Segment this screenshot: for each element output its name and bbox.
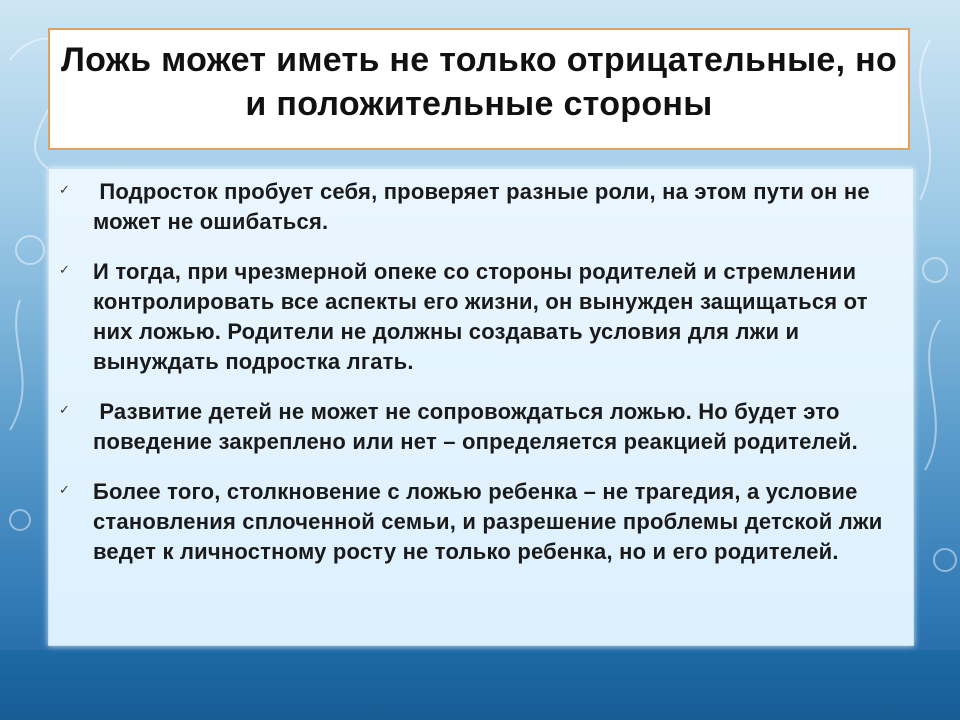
content-box	[48, 168, 914, 646]
list-item	[59, 177, 893, 237]
list-item-text: Более того, столкновение с ложью ребенка – не трагедия, а условие становления сплоченной семьи, и разрешение проблемы детской лжи ведет к личностному росту не только ребенка, но и его родителей.	[93, 479, 889, 564]
list-item	[59, 477, 893, 567]
list-item-text: И тогда, при чрезмерной опеке со стороны родителей и стремлении контролировать все аспекты его жизни, он вынужден защищаться от них ложью. Родители не должны создавать условия для лжи и вынуждать подростка лгать.	[93, 259, 875, 374]
checkmark-icon: ✓	[59, 482, 71, 497]
checkmark-icon: ✓	[59, 182, 71, 197]
list-item-text: Подросток пробует себя, проверяет разные роли, на этом пути он не может не ошибаться.	[93, 179, 877, 234]
bottom-band	[0, 650, 960, 720]
list-item-text: Развитие детей не может не сопровождаться ложью. Но будет это поведение закреплено или нет – определяется реакцией родителей.	[93, 399, 858, 454]
title-box	[48, 28, 910, 150]
slide-title: Ложь может иметь не только отрицательные, но и положительные стороны	[60, 41, 898, 123]
bullet-list	[49, 169, 913, 567]
list-item	[59, 257, 893, 377]
list-item	[59, 397, 893, 457]
checkmark-icon: ✓	[59, 402, 71, 417]
checkmark-icon: ✓	[59, 262, 71, 277]
